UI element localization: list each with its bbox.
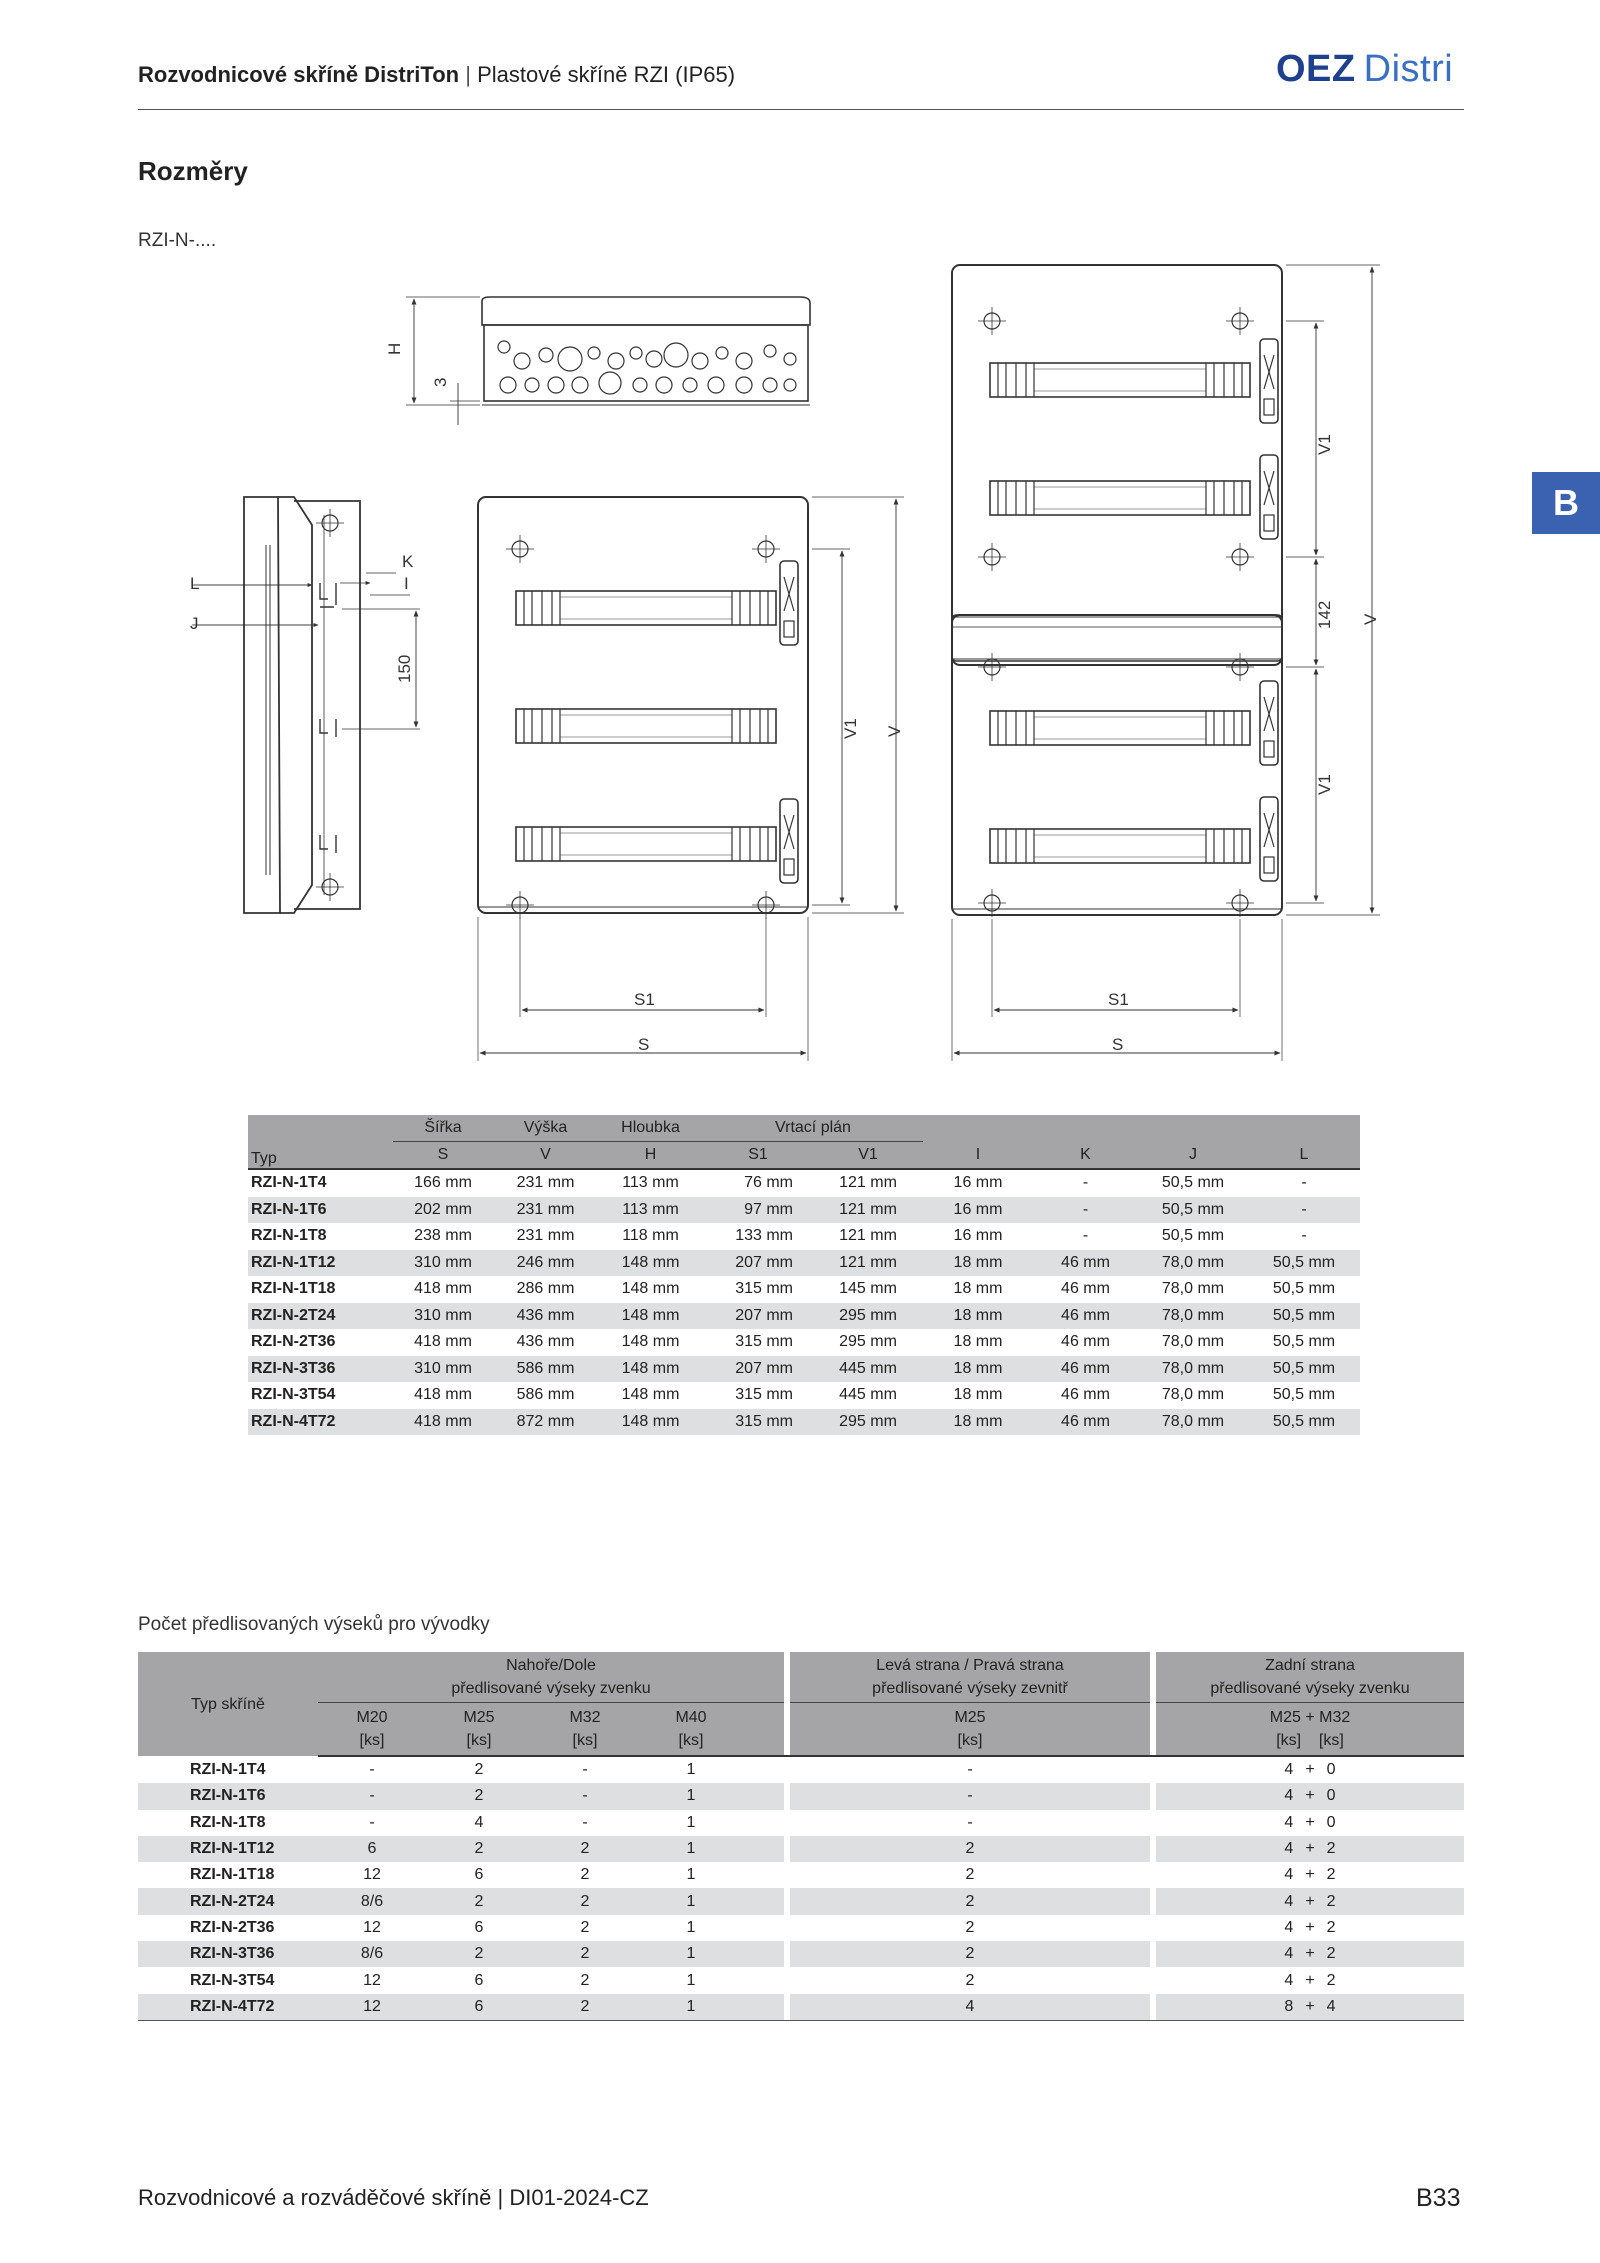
cell-back-m25: 4 [1284, 1971, 1294, 1989]
col-header-s: S [393, 1142, 493, 1170]
footer-text: Rozvodnicové a rozváděčové skříně | DI01-2024-CZ [138, 2185, 649, 2210]
cell-value: 121 mm [813, 1197, 923, 1224]
front-view-single [478, 497, 904, 1061]
cell-type: RZI-N-1T8 [251, 1227, 327, 1245]
header-title [138, 62, 735, 88]
cell-value: 50,5 mm [1272, 1280, 1336, 1298]
table-row [248, 1223, 1360, 1250]
plus-sign: + [1305, 1971, 1315, 1989]
cell-type: RZI-N-3T36 [138, 1941, 318, 1967]
cell-value: 46 mm [1033, 1409, 1138, 1436]
cell-value: 46 mm [1061, 1386, 1110, 1404]
cell-value: 231 mm [493, 1197, 598, 1224]
dim-label-v1-upper: V1 [1315, 434, 1334, 455]
cell-value: 97 mm [703, 1197, 813, 1224]
col-header-m40: M40 [ks] [638, 1703, 744, 1757]
col-header-k: K [1033, 1142, 1138, 1170]
cell-side: - [967, 1761, 973, 1779]
cell-value: 18 mm [923, 1409, 1033, 1436]
cell-value: - [1248, 1197, 1360, 1224]
cell-m25: 6 [474, 1866, 484, 1884]
table-row [248, 1197, 1360, 1224]
cell-value: 418 mm [414, 1386, 472, 1404]
cell-m25: 6 [426, 1994, 532, 2021]
cell-m25: 4 [474, 1813, 484, 1831]
cell-back-m32: 4 [1326, 1997, 1336, 2015]
cell-m32: 2 [532, 1941, 638, 1967]
cell-side: 2 [965, 1918, 975, 1936]
table-row [138, 1915, 1464, 1941]
cell-m40: 1 [638, 1994, 744, 2021]
cell-value: 46 mm [1033, 1303, 1138, 1330]
cell-value: 118 mm [622, 1227, 679, 1245]
top-view [406, 297, 810, 425]
cell-value: 121 mm [839, 1227, 897, 1245]
cell-value: 418 mm [414, 1280, 472, 1298]
group-header-depth: Hloubka [598, 1115, 703, 1142]
cell-value: 286 mm [516, 1280, 575, 1298]
plus-sign: + [1305, 1997, 1315, 2015]
cell-value: 78,0 mm [1161, 1333, 1225, 1351]
table-row [138, 1810, 1464, 1836]
drawing-label: RZI-N-.... [138, 230, 217, 251]
cell-value: 78,0 mm [1161, 1280, 1225, 1298]
cell-back [1156, 1810, 1464, 1836]
cell-back-m25: 4 [1284, 1840, 1294, 1858]
table-row [248, 1250, 1360, 1277]
group-header-width: Šířka [393, 1115, 493, 1142]
cell-value: 238 mm [414, 1227, 472, 1245]
cell-back-m25: 4 [1284, 1813, 1294, 1831]
table-row [248, 1169, 1360, 1197]
cell-back [1156, 1941, 1464, 1967]
cell-value: 148 mm [598, 1409, 703, 1436]
group1-line2: předlisované výseky zvenku [451, 1680, 651, 1697]
cell-value: 315 mm [703, 1409, 813, 1436]
cell-value: 231 mm [516, 1174, 575, 1192]
cell-value: 50,5 mm [1272, 1333, 1336, 1351]
cell-value: 445 mm [839, 1386, 897, 1404]
cell-value: 18 mm [923, 1250, 1033, 1277]
cell-m40: 1 [686, 1918, 696, 1936]
cell-value: 121 mm [839, 1174, 897, 1192]
cell-value: 295 mm [839, 1333, 897, 1351]
cell-back-m25: 4 [1284, 1787, 1294, 1805]
col-header-m25-side: M25 [ks] [790, 1703, 1150, 1757]
cell-value: 113 mm [598, 1197, 703, 1224]
col-header-v: V [493, 1142, 598, 1170]
header-divider [138, 109, 1464, 110]
cell-value: 445 mm [813, 1356, 923, 1383]
section-title: Rozměry [138, 156, 248, 186]
cell-back-m25: 4 [1284, 1866, 1294, 1884]
cell-m20: 8/6 [318, 1888, 426, 1914]
logo-distri: Distri [1363, 48, 1454, 90]
cell-value: 133 mm [735, 1227, 793, 1245]
cell-m20: - [318, 1783, 426, 1809]
plus-sign: + [1305, 1892, 1315, 1910]
cell-back [1156, 1783, 1464, 1809]
cell-value: 78,0 mm [1138, 1303, 1248, 1330]
table-row [248, 1382, 1360, 1409]
cutouts-table [138, 1652, 1464, 2021]
cell-type: RZI-N-2T36 [251, 1333, 336, 1351]
col-header-v1: V1 [813, 1142, 923, 1170]
dim-label-h: H [385, 342, 404, 355]
cell-side: 2 [790, 1941, 1150, 1967]
cell-type: RZI-N-1T6 [138, 1783, 318, 1809]
col-header-l: L [1248, 1142, 1360, 1170]
cell-back [1156, 1862, 1464, 1888]
dim-label-v1-single: V1 [841, 718, 860, 739]
cell-value: 166 mm [414, 1174, 472, 1192]
cell-value: 436 mm [516, 1333, 575, 1351]
dim-label-v-double: V [1361, 613, 1380, 625]
cell-value: 18 mm [923, 1356, 1033, 1383]
dim-label-j: J [190, 614, 199, 633]
table-row [248, 1303, 1360, 1330]
cell-m32: - [532, 1783, 638, 1809]
cell-type: RZI-N-1T18 [190, 1866, 275, 1884]
cell-type: RZI-N-3T36 [248, 1356, 393, 1383]
cell-side: 2 [965, 1971, 975, 1989]
dimension-drawing [170, 255, 1410, 1065]
cell-value: 50,5 mm [1138, 1197, 1248, 1224]
cell-value: 436 mm [493, 1303, 598, 1330]
group-header-height: Výška [493, 1115, 598, 1142]
dim-label-s1-single: S1 [634, 990, 655, 1009]
cell-value: - [1082, 1174, 1089, 1192]
plus-sign: + [1305, 1840, 1315, 1858]
cell-value: 78,0 mm [1138, 1356, 1248, 1383]
cell-value: 148 mm [598, 1303, 703, 1330]
table-row [138, 1994, 1464, 2021]
cell-value: 202 mm [393, 1197, 493, 1224]
cell-side: 4 [790, 1994, 1150, 2021]
cell-value: 418 mm [414, 1333, 472, 1351]
plus-sign: + [1305, 1787, 1315, 1805]
cell-value: 295 mm [813, 1409, 923, 1436]
cell-side: 2 [965, 1866, 975, 1884]
col-header-j: J [1138, 1142, 1248, 1170]
col-header-h: H [598, 1142, 703, 1170]
cell-back-m25: 4 [1284, 1945, 1294, 1963]
cell-back [1156, 1888, 1464, 1914]
cell-m40: 1 [686, 1866, 696, 1884]
cell-value: - [1082, 1227, 1089, 1245]
cell-side: - [967, 1813, 973, 1831]
cell-value: 50,5 mm [1248, 1356, 1360, 1383]
group2-line2: předlisované výseky zevnitř [872, 1680, 1068, 1697]
cell-m32: - [582, 1761, 588, 1779]
cell-value: 76 mm [744, 1174, 793, 1192]
cell-value: 50,5 mm [1161, 1174, 1225, 1192]
cell-value: 46 mm [1033, 1356, 1138, 1383]
cell-m32: 2 [580, 1971, 590, 1989]
cell-value: 78,0 mm [1161, 1386, 1225, 1404]
cell-m40: 1 [638, 1783, 744, 1809]
cell-m40: 1 [638, 1941, 744, 1967]
cell-value: 148 mm [598, 1250, 703, 1277]
col-header-m32: M32 [ks] [532, 1703, 638, 1757]
cell-m32: 2 [580, 1918, 590, 1936]
group-header-top-bottom [318, 1652, 784, 1703]
cell-value: 50,5 mm [1272, 1386, 1336, 1404]
cell-value: 50,5 mm [1161, 1227, 1225, 1245]
cell-type: RZI-N-4T72 [248, 1409, 393, 1436]
cell-back [1156, 1994, 1464, 2021]
cell-m20: - [369, 1761, 375, 1779]
dim-label-s1-double: S1 [1108, 990, 1129, 1009]
cell-m25: 2 [426, 1941, 532, 1967]
table-row [248, 1356, 1360, 1383]
table-row [138, 1862, 1464, 1888]
dim-label-s-double: S [1112, 1035, 1124, 1054]
cell-back-m32: 2 [1326, 1840, 1336, 1858]
cell-type: RZI-N-1T12 [138, 1836, 318, 1862]
cell-m20: 12 [363, 1971, 381, 1989]
cell-value: 50,5 mm [1248, 1409, 1360, 1436]
group-header-back [1156, 1652, 1464, 1703]
cell-value: - [1301, 1174, 1307, 1192]
cell-back-m32: 2 [1326, 1892, 1336, 1910]
table-row [138, 1836, 1464, 1862]
cell-m20: 6 [318, 1836, 426, 1862]
group-header-sides [790, 1652, 1150, 1703]
cell-back [1156, 1756, 1464, 1783]
dim-label-v-single: V [885, 725, 904, 737]
cell-back-m25: 4 [1284, 1761, 1294, 1779]
cell-m20: - [369, 1813, 375, 1831]
cell-value: 246 mm [493, 1250, 598, 1277]
plus-sign: + [1305, 1866, 1315, 1884]
cell-back-m32: 0 [1326, 1761, 1336, 1779]
col-header-i: I [923, 1142, 1033, 1170]
cell-type: RZI-N-2T24 [138, 1888, 318, 1914]
cell-value: 586 mm [493, 1356, 598, 1383]
cell-value: 18 mm [953, 1386, 1003, 1404]
cell-value: 231 mm [516, 1227, 575, 1245]
cell-value: 50,5 mm [1248, 1250, 1360, 1277]
cell-value: 310 mm [393, 1303, 493, 1330]
cell-back-m32: 2 [1326, 1945, 1336, 1963]
section-tab: B [1532, 472, 1600, 534]
cell-type: RZI-N-4T72 [138, 1994, 318, 2021]
cell-type: RZI-N-3T54 [190, 1971, 275, 1989]
dim-label-3: 3 [431, 377, 450, 387]
cell-m32: 2 [580, 1866, 590, 1884]
cell-side: 2 [790, 1836, 1150, 1862]
cell-value: 295 mm [813, 1303, 923, 1330]
cell-side: - [790, 1783, 1150, 1809]
cell-type: RZI-N-1T18 [251, 1280, 336, 1298]
cell-value: 18 mm [923, 1303, 1033, 1330]
cell-value: 586 mm [516, 1386, 575, 1404]
cell-m40: 1 [638, 1888, 744, 1914]
cell-back-m25: 4 [1284, 1918, 1294, 1936]
cutouts-label: Počet předlisovaných výseků pro vývodky [138, 1614, 490, 1635]
cell-type: RZI-N-3T54 [251, 1386, 336, 1404]
group3-line2: předlisované výseky zvenku [1210, 1680, 1410, 1697]
cell-value: 46 mm [1033, 1250, 1138, 1277]
plus-sign: + [1305, 1918, 1315, 1936]
cell-value: 46 mm [1061, 1280, 1110, 1298]
dim-label-i: I [404, 574, 409, 593]
cell-m25: 2 [426, 1783, 532, 1809]
cell-value: 207 mm [703, 1303, 813, 1330]
table-row [248, 1329, 1360, 1356]
cell-value: 78,0 mm [1138, 1250, 1248, 1277]
cell-value: 315 mm [735, 1280, 793, 1298]
cell-m20: 12 [363, 1866, 381, 1884]
col-header-typ: Typ [248, 1142, 393, 1170]
table-row [138, 1888, 1464, 1914]
cell-value: 18 mm [953, 1333, 1003, 1351]
table-row [138, 1756, 1464, 1783]
table-row [138, 1967, 1464, 1993]
cell-type: RZI-N-1T8 [190, 1813, 266, 1831]
cell-type: RZI-N-2T36 [190, 1918, 275, 1936]
cell-type: RZI-N-1T4 [190, 1760, 266, 1778]
col-header-s1: S1 [703, 1142, 813, 1170]
cell-side: 2 [790, 1888, 1150, 1914]
cell-m20: 8/6 [318, 1941, 426, 1967]
oez-distri-logo [1276, 48, 1453, 91]
cell-m25: 2 [474, 1761, 484, 1779]
cell-m32: 2 [532, 1888, 638, 1914]
group1-line1: Nahoře/Dole [506, 1657, 596, 1674]
dim-label-s-single: S [638, 1035, 650, 1054]
table-row [138, 1783, 1464, 1809]
header-title-rest: Plastové skříně RZI (IP65) [477, 62, 736, 87]
col-header-type: Typ skříně [138, 1652, 318, 1756]
cell-m40: 1 [686, 1761, 696, 1779]
cell-type: RZI-N-2T24 [248, 1303, 393, 1330]
cell-back-m32: 2 [1326, 1918, 1336, 1936]
cell-m32: 2 [532, 1994, 638, 2021]
cell-m40: 1 [686, 1971, 696, 1989]
dim-label-142: 142 [1315, 600, 1334, 629]
cell-m20: 12 [318, 1994, 426, 2021]
cell-value: 113 mm [622, 1174, 679, 1192]
plus-sign: + [1305, 1813, 1315, 1831]
group3-line1: Zadní strana [1265, 1657, 1355, 1674]
cell-type: RZI-N-1T4 [251, 1174, 327, 1192]
cell-type: RZI-N-1T6 [248, 1197, 393, 1224]
cell-value: 418 mm [393, 1409, 493, 1436]
table-row [248, 1409, 1360, 1436]
cell-value: - [1301, 1227, 1307, 1245]
cell-type: RZI-N-1T12 [248, 1250, 393, 1277]
header-title-bold: Rozvodnicové skříně DistriTon [138, 62, 460, 87]
table-row [248, 1276, 1360, 1303]
logo-oez: OEZ [1276, 48, 1356, 90]
cell-value: 46 mm [1061, 1333, 1110, 1351]
cell-back-m32: 0 [1326, 1787, 1336, 1805]
cell-value: 148 mm [598, 1356, 703, 1383]
col-header-m20: M20 [ks] [318, 1703, 426, 1757]
cell-m25: 2 [426, 1888, 532, 1914]
cell-m25: 2 [426, 1836, 532, 1862]
cell-value: 310 mm [393, 1250, 493, 1277]
cell-value: - [1033, 1197, 1138, 1224]
cell-back [1156, 1915, 1464, 1941]
front-view-double [952, 265, 1380, 1061]
plus-sign: + [1305, 1761, 1315, 1779]
cell-value: 315 mm [735, 1333, 793, 1351]
cell-m32: - [582, 1813, 588, 1831]
cell-m25: 6 [474, 1971, 484, 1989]
cell-back [1156, 1967, 1464, 1993]
group2-line1: Levá strana / Pravá strana [876, 1657, 1064, 1674]
cell-value: 148 mm [621, 1280, 680, 1298]
cell-back [1156, 1836, 1464, 1862]
cell-value: 78,0 mm [1138, 1409, 1248, 1436]
dimensions-table [248, 1115, 1360, 1435]
cell-value: 16 mm [923, 1197, 1033, 1224]
dim-label-150: 150 [395, 654, 414, 683]
cell-value: 148 mm [621, 1386, 680, 1404]
cell-back-m32: 2 [1326, 1971, 1336, 1989]
col-header-m25: M25 [ks] [426, 1703, 532, 1757]
cell-back-m25: 8 [1284, 1997, 1294, 2015]
cell-value: 50,5 mm [1248, 1303, 1360, 1330]
cell-value: 16 mm [953, 1174, 1003, 1192]
cell-value: 315 mm [735, 1386, 793, 1404]
cell-m40: 1 [638, 1836, 744, 1862]
cell-value: 145 mm [839, 1280, 897, 1298]
dim-label-k: K [402, 552, 414, 571]
cell-value: 207 mm [703, 1356, 813, 1383]
cell-m20: 12 [363, 1918, 381, 1936]
page-number: B33 [1416, 2184, 1461, 2212]
cell-value: 872 mm [493, 1409, 598, 1436]
table-row [138, 1941, 1464, 1967]
cell-value: 148 mm [621, 1333, 680, 1351]
cell-value: 310 mm [393, 1356, 493, 1383]
dim-label-l: L [190, 574, 200, 593]
group-header-drill: Vrtací plán [703, 1115, 923, 1142]
dim-label-v1-lower: V1 [1315, 774, 1334, 795]
cell-value: 207 mm [703, 1250, 813, 1277]
cell-m32: 2 [532, 1836, 638, 1862]
cell-m40: 1 [686, 1813, 696, 1831]
cell-back-m25: 4 [1284, 1892, 1294, 1910]
header-separator: | [465, 62, 471, 87]
cell-value: 16 mm [953, 1227, 1003, 1245]
cell-value: 18 mm [953, 1280, 1003, 1298]
cell-value: 121 mm [813, 1250, 923, 1277]
side-view [192, 497, 420, 913]
cell-m25: 6 [474, 1918, 484, 1936]
col-header-m25-m32: M25 + M32 [ks] [ks] [1156, 1703, 1464, 1757]
plus-sign: + [1305, 1945, 1315, 1963]
cell-back-m32: 0 [1326, 1813, 1336, 1831]
cell-back-m32: 2 [1326, 1866, 1336, 1884]
